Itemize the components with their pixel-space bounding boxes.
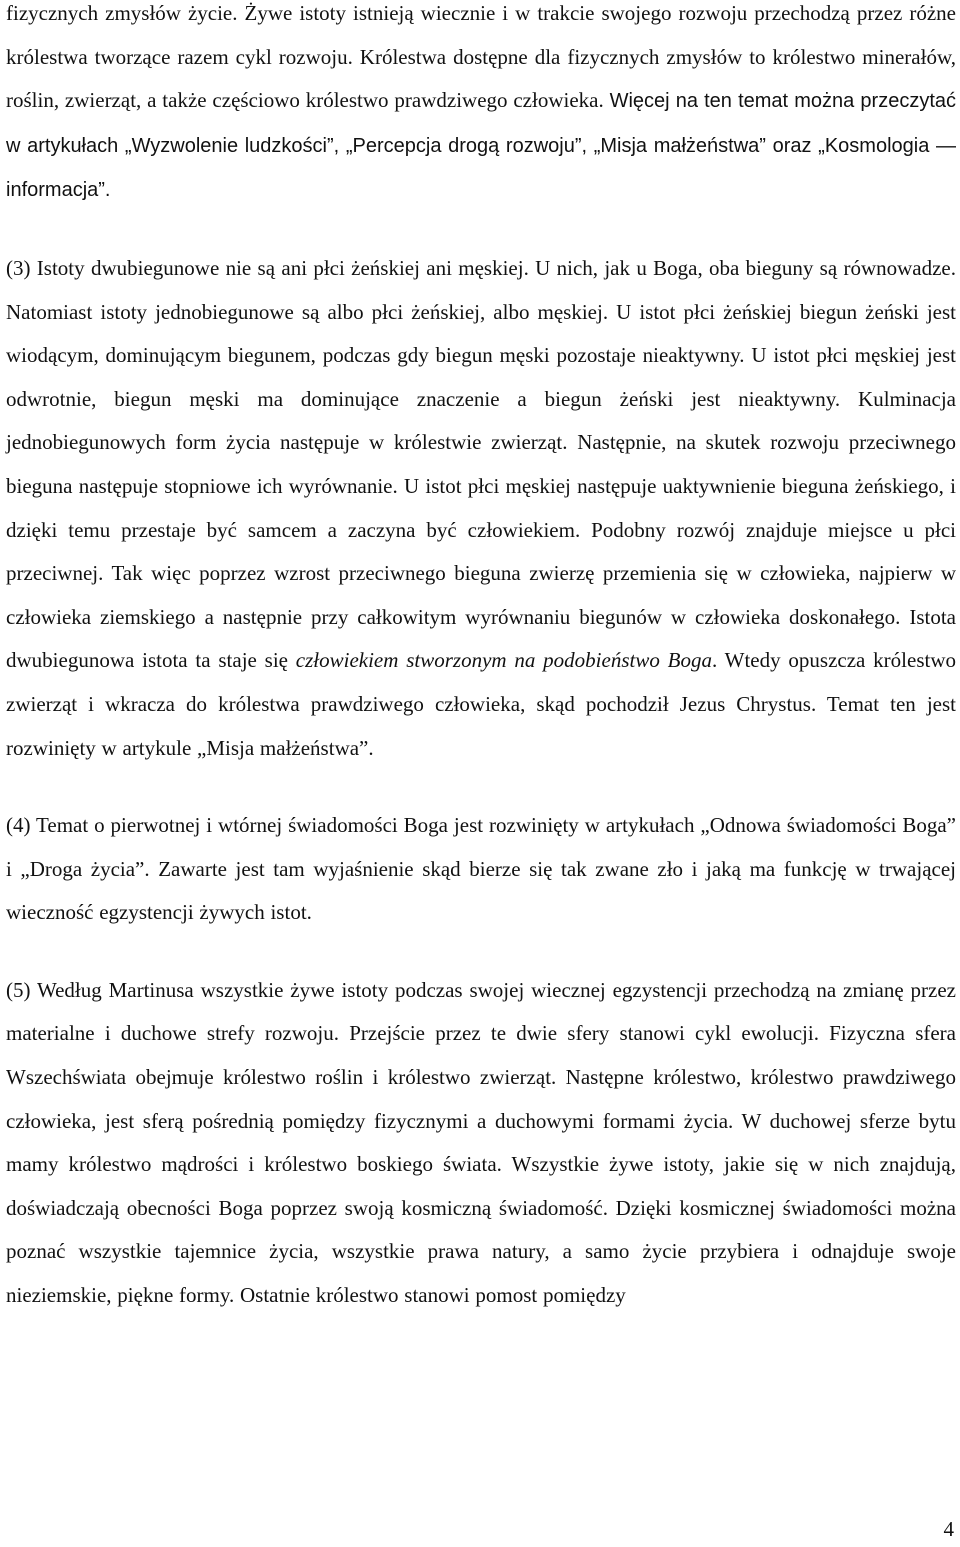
paragraph-p5-segment: (5) Według Martinusa wszystkie żywe istoty podczas swojej wiecznej egzystencji przechodzą na zmianę przez materialne i duchowe strefy rozwoju. Przejście przez te dwie sfery stanowi cykl ewolucji. Fizyczna sfera Wszechświata obejmuje królestwo roślin i królestwo zwierząt. Następne królestwo, królestwo prawdziwego człowieka, jest sferą pośrednią pomiędzy fizycznymi a duchowymi formami życia. W duchowej sferze bytu mamy królestwo mądrości i królestwo boskiego świata. Wszystkie żywe istoty, jakie się w nich znajdują, doświadczają obecności Boga poprzez swoją kosmiczną świadomość. Dzięki kosmicznej świadomości można poznać wszystkie tajemnice życia, wszystkie prawa natury, a samo życie przybiera i odnajduje swoje nieziemskie, piękne formy. Ostatnie królestwo stanowi pomost pomiędzy <box>6 977 956 1308</box>
text-column <box>6 0 956 1318</box>
page-number: 4 <box>943 1517 954 1541</box>
paragraph-p1-segment: Więcej na ten temat można przeczytać w artykułach „Wyzwolenie ludzkości”, „Percepcja drogą rozwoju”, „Misja małżeństwa” oraz „Kosmologia — informacja”. <box>6 90 956 202</box>
paragraph-p5 <box>6 969 956 1318</box>
paragraph-p3-segment: człowiekiem stworzonym na podobieństwo Boga <box>295 648 712 673</box>
paragraph-p3-segment: (3) Istoty dwubiegunowe nie są ani płci żeńskiej ani męskiej. U nich, jak u Boga, oba bieguny są równowadze. Natomiast istoty jednobiegunowe są albo płci żeńskiej, albo męskiej. U istot płci żeńskiej biegun żeński jest wiodącym, dominującym biegunem, podczas gdy biegun męski pozostaje nieaktywny. U istot płci męskiej jest odwrotnie, biegun męski ma dominujące znaczenie a biegun żeński jest nieaktywny. Kulminacja jednobiegunowych form życia następuje w królestwie zwierząt. Następnie, na skutek rozwoju przeciwnego bieguna następuje stopniowe ich wyrównanie. U istot płci męskiej następuje uaktywnienie bieguna żeńskiego, i dzięki temu przestaje być samcem a zaczyna być człowiekiem. Podobny rozwój znajduje miejsce u płci przeciwnej. Tak więc poprzez wzrost przeciwnego bieguna zwierzę przemienia się w człowieka, najpierw w człowieka ziemskiego a następnie przy całkowitym wyrównaniu biegunów w człowieka doskonałego. Istota dwubiegunowa istota ta staje się <box>6 255 956 673</box>
paragraph-p3 <box>6 247 956 770</box>
paragraph-p4-segment: (4) Temat o pierwotnej i wtórnej świadomości Boga jest rozwinięty w artykułach „Odnowa świadomości Boga” i „Droga życia”. Zawarte jest tam wyjaśnienie skąd bierze się tak zwane zło i jaką ma funkcję w trwającej wieczność egzystencji żywych istot. <box>6 813 956 925</box>
paragraph-p4 <box>6 804 956 935</box>
paragraph-p1 <box>6 0 956 213</box>
paragraph-p1-segment: fizycznych zmysłów życie. Żywe istoty istnieją wiecznie i w trakcie swojego rozwoju przechodzą przez różne królestwa tworzące razem cykl rozwoju. Królestwa dostępne dla fizycznych zmysłów to królestwo minerałów, roślin, zwierząt, a także częściowo królestwo prawdziwego człowieka. <box>6 1 956 113</box>
paragraph-p3-segment: . Wtedy opuszcza królestwo zwierząt i wkracza do królestwa prawdziwego człowieka, skąd pochodził Jezus Chrystus. Temat ten jest rozwinięty w artykule „Misja małżeństwa”. <box>6 648 956 760</box>
